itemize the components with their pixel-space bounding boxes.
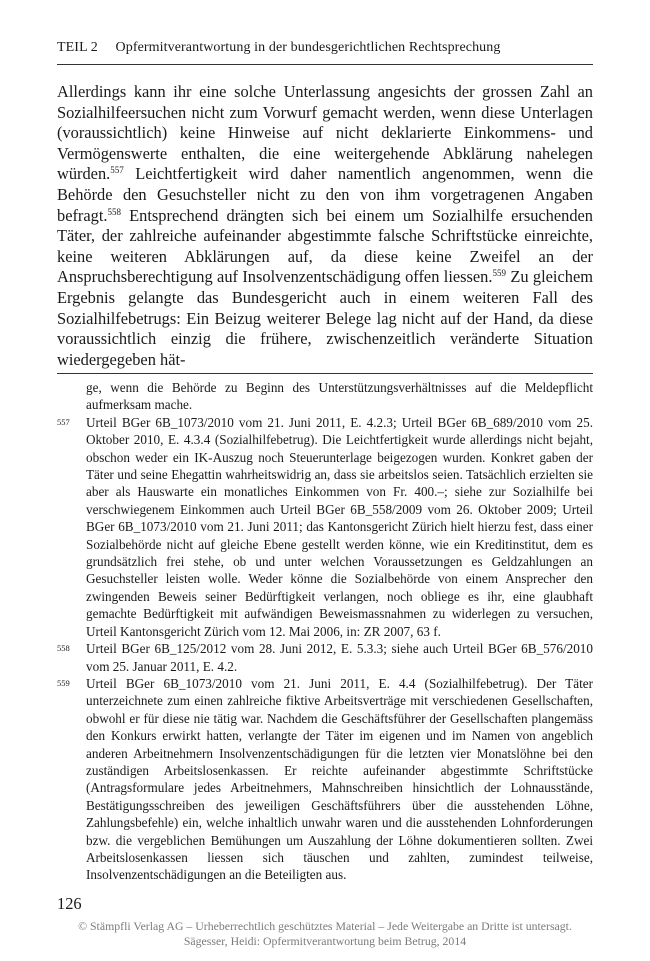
body-text-segment: Entsprechend drängten sich bei einem um Sozialhilfe ersuchenden Täter, der zahlreiche aufeinander abgestimmte falsche Schriftstücke einreichte, keine weiteren Abklärungen auf, da diese keine Zweifel an der Anspruchsberechtigung auf Insolvenzentschädigung offen liessen. [57, 205, 593, 287]
footnote-ref-558[interactable]: 558 [107, 206, 122, 217]
running-header [57, 40, 592, 56]
copyright-line-1: © Stämpfli Verlag AG – Urheberrechtlich geschütztes Material – Jede Weitergabe an Dritte ist untersagt. [78, 919, 572, 933]
footnote-558 [57, 640, 593, 675]
footnote-number: 558 [57, 643, 70, 654]
footnote-text: Urteil BGer 6B_125/2012 vom 28. Juni 2012, E. 5.3.3; siehe auch Urteil BGer 6B_576/2010 vom 25. Januar 2011, E. 4.2. [86, 641, 593, 674]
footnote-number: 557 [57, 416, 70, 427]
footnote-ref-557[interactable]: 557 [110, 165, 124, 176]
footnote-number: 559 [57, 677, 70, 688]
footnote-text: Urteil BGer 6B_1073/2010 vom 21. Juni 2011, E. 4.2.3; Urteil BGer 6B_689/2010 vom 25. Oktober 2010, E. 4.3.4 (Sozialhilfebetrug). Die Leichtfertigkeit wurde allerdings nicht bejaht, obschon weder ein IK-Auszug noch Steuerunterlage beigezogen wurden. Konkret gaben der Täter und seine Ehegattin wahrheitswidrig an, dass sie arbeitslos seien. Tatsächlich erzielten sie aber als Hauswarte ein monatliches Einkommen von Fr. 400.–; siehe zur Sozialhilfe bei verschwiegenem Einkommen auch Urteil BGer 6B_558/2009 vom 26. Oktober 2009; Urteil BGer 6B_1073/2010 vom 21. Juni 2011; das Kantonsgericht Zürich hielt hierzu fest, dass einer Sozialbehörde nicht auf gleiche Ebene gestellt werden könne, wie ein Kreditinstitut, dem es grundsätzlich frei stehe, ob und unter welchen Voraussetzungen es Geldzahlungen an Gesuchsteller leisten wolle. Weder könne die Sozialbehörde von einem Ansprecher den zwingenden Beweis seiner Bedürftigkeit verlangen, noch obliege es ihr, eine glaubhaft gemachte Bedürftigkeit mit aufwändigen Beweismassnahmen zu widerlegen zu versuchen, Urteil Kantonsgericht Zürich vom 12. Mai 2006, in: ZR 2007, 63 f. [86, 414, 593, 639]
header-part: TEIL 2 [57, 40, 98, 55]
body-text-segment: Allerdings kann ihr eine solche Unterlassung angesichts der grossen Zahl an Sozialhilfeersuchen nicht zum Vorwurf gemacht werden, wenn diese Unterlagen (voraussichtlich) keine Hinweise auf nicht deklarierte Einkommens- und Vermögenswerte enthalten, die eine weitergehende Abklärung nahelegen würden. [57, 82, 593, 184]
header-title: Opfermitverantwortung in der bundesgerichtlichen Rechtsprechung [115, 40, 501, 55]
footnote-rule [57, 373, 593, 374]
footnotes [57, 379, 593, 884]
main-text [57, 82, 593, 370]
body-paragraph [57, 82, 593, 370]
footnote-ref-559[interactable]: 559 [492, 268, 506, 279]
body-text-segment: Zu gleichem Ergebnis gelangte das Bundesgericht auch in einem weiteren Fall des Sozialhilfebetrugs: Ein Beizug weiterer Belege lag nicht auf der Hand, da diese voraussichtlich einzig die frühere, zwischenzeitlich veränderte Situation wiedergegeben hät- [57, 267, 593, 369]
header-rule [57, 64, 593, 65]
body-text-segment: Leichtfertigkeit wird daher namentlich angenommen, wenn die Behörde den Gesuchsteller nicht zu den von ihm vorgetragenen Angaben befragt. [57, 164, 593, 225]
footnote-559 [57, 675, 593, 884]
footnote-continuation: ge, wenn die Behörde zu Beginn des Unterstützungsverhältnisses auf die Meldepflicht aufmerksam mache. [86, 380, 593, 413]
footnote-557 [57, 414, 593, 640]
copyright-notice [0, 919, 650, 949]
footnote-text: Urteil BGer 6B_1073/2010 vom 21. Juni 2011, E. 4.4 (Sozialhilfebetrug). Der Täter unterzeichnete zum einen zahlreiche fiktive Arbeitsverträge mit verschiedenen Gesellschaften, obwohl er für diese nie tätig war. Nachdem die Geschäftsführer der Gesellschaften plangemäss den Konkurs erwirkt hatten, verlangte der Täter im eigenen und im Namen von angeblich anderen Arbeitnehmern Insolvenzentschädigungen für die letzten vier Monatslöhne bei den zuständigen Arbeitslosenkassen. Er reichte aufeinander abgestimmte Schriftstücke (Antragsformulare jedes Arbeitnehmers, Mahnschreiben hinsichtlich der Lohnausstände, Bestätigungsschreiben des jeweiligen Geschäftsführers über die ausstehenden Löhne, Zahlungsbefehle) ein, welche inhaltlich unwahr waren und die ausstehenden Lohnforderungen bzw. die vergeblichen Bemühungen um Auszahlung der Löhne dokumentieren sollten. Zwei Arbeitslosenkassen liessen sich täuschen und zahlten, zumindest teilweise, Insolvenzentschädigungen an die Beteiligten aus. [86, 675, 593, 883]
copyright-line-2: Sägesser, Heidi: Opfermitverantwortung beim Betrug, 2014 [183, 934, 467, 948]
page-number: 126 [57, 894, 82, 913]
